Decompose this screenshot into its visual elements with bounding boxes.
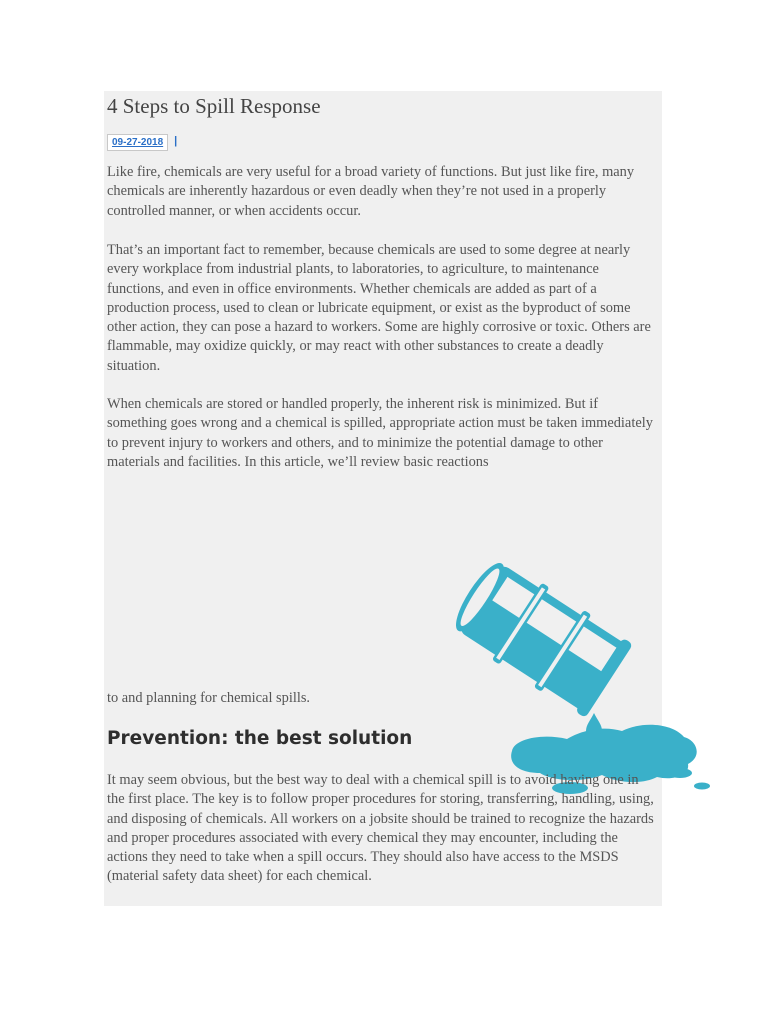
article-title: 4 Steps to Spill Response <box>107 94 321 118</box>
section-heading: Prevention: the best solution <box>107 728 413 749</box>
paragraph-intro: Like fire, chemicals are very useful for a broad variety of functions. But just like fire, many chemicals are inherently hazardous or even deadly when they’re not used in a properly controlled manner, or when accidents occur. <box>107 164 635 219</box>
paragraph-prevention: It may seem obvious, but the best way to deal with a chemical spill is to avoid having one in the first place. The key is to follow proper procedures for storing, transferring, handling, using, and disposing of chemicals. All workers on a jobsite should be trained to recognize the hazards and proper procedures associated with every chemical they may encounter, including the actions they need to take when a spill occurs. They should also have access to the MSDS (material safety data sheet) for each chemical. <box>107 772 654 885</box>
paragraph-continuation: to and planning for chemical spills. <box>107 690 311 706</box>
paragraph-importance: That’s an important fact to remember, because chemicals are used to some degree at nearly every workplace from industrial plants, to laboratories, to agriculture, to maintenance functions, and even in office environments. Whether chemicals are added as part of a production process, used to clean or lubricate equipment, or exist as the byproduct of some other action, they can pose a hazard to workers. Some are highly corrosive or toxic. Others are flammable, may oxidize quickly, or may react with other substances to create a deadly situation. <box>107 242 651 374</box>
date-separator: | <box>174 135 178 148</box>
paragraph-handling: When chemicals are stored or handled properly, the inherent risk is minimized. But if something goes wrong and a chemical is spilled, appropriate action must be taken immediately to prevent injury to workers and others, and to minimize the potential damage to other materials and facilities. In this article, we’ll review basic reactions <box>107 396 653 470</box>
article-meta <box>107 132 177 152</box>
date-link[interactable]: 09-27-2018 <box>107 134 168 151</box>
spilled-barrel-icon <box>452 561 722 796</box>
